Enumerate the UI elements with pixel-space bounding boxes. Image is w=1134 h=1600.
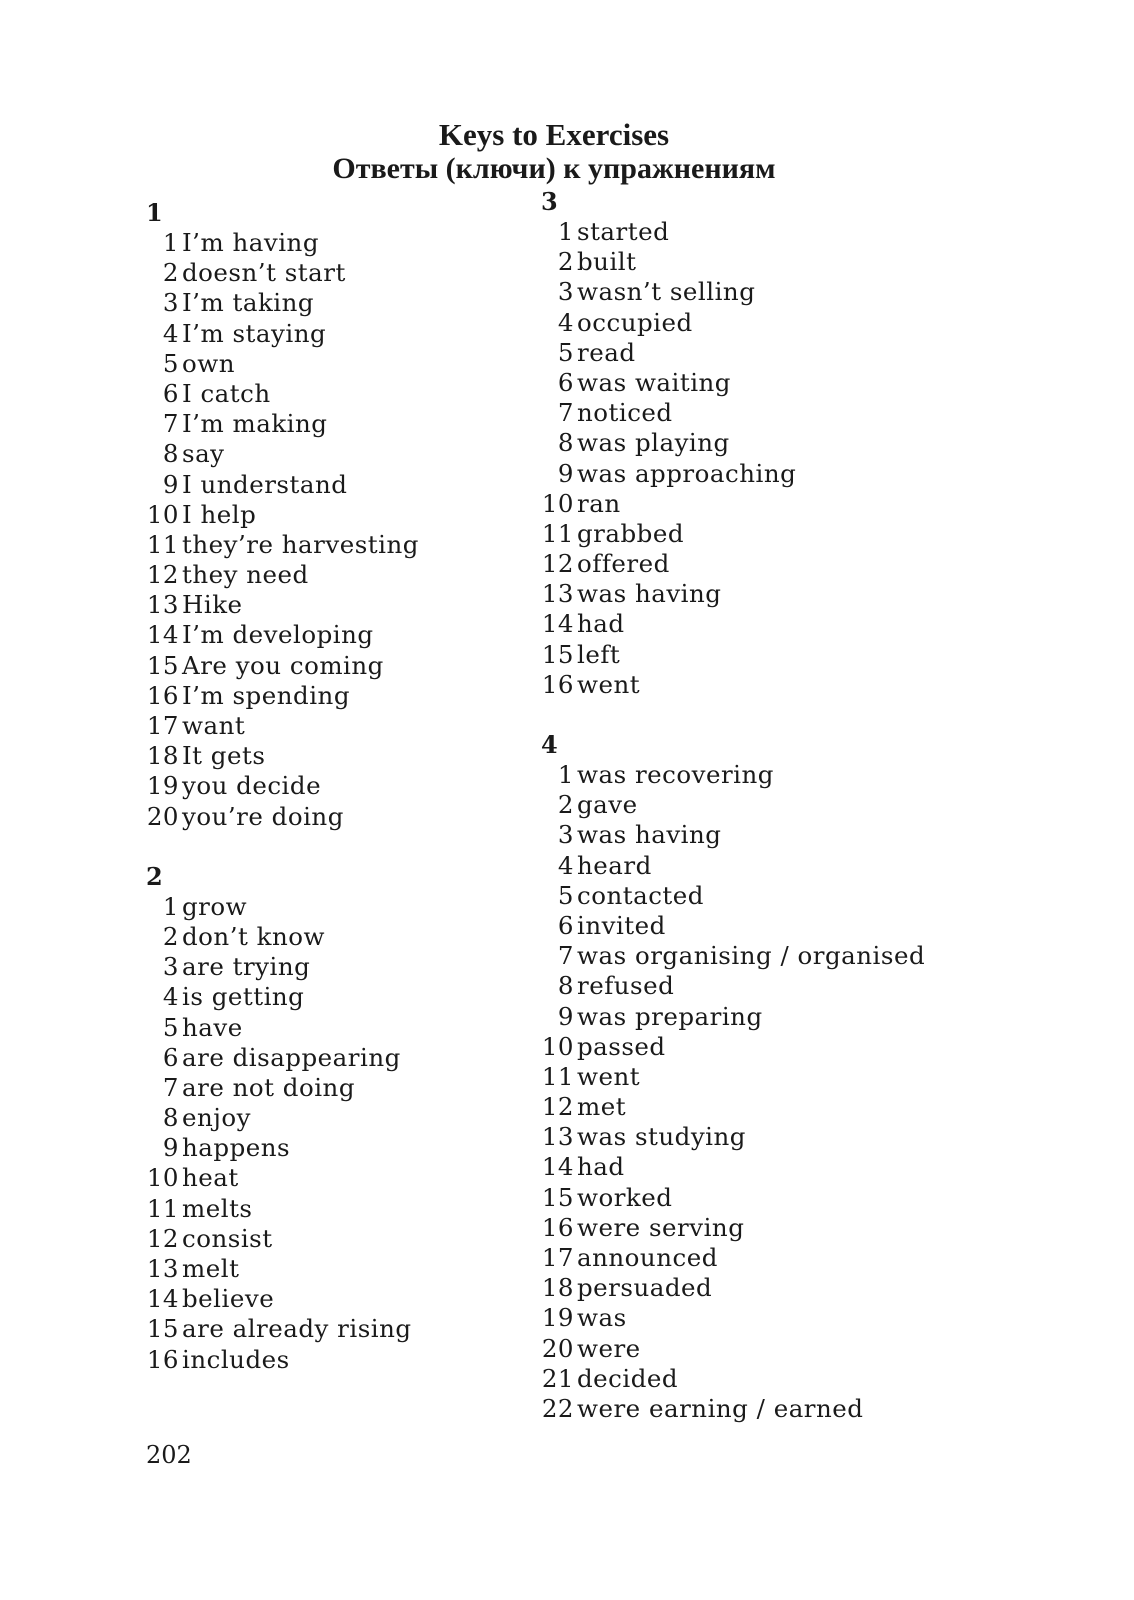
answer-item	[146, 349, 419, 379]
answer-number: 14	[541, 609, 574, 639]
answer-text: melt	[182, 1254, 240, 1283]
answer-number: 16	[146, 1344, 179, 1374]
section-spacer	[541, 700, 925, 730]
answer-text: I’m having	[182, 228, 320, 257]
answer-item	[146, 319, 419, 349]
answer-item	[146, 982, 419, 1012]
answer-item	[541, 640, 925, 670]
answer-item	[146, 530, 419, 560]
answer-item	[146, 1073, 419, 1103]
answer-item	[146, 620, 419, 650]
answer-text: you’re doing	[182, 801, 344, 831]
answer-number: 15	[146, 1314, 179, 1344]
answer-text: Hike	[182, 590, 243, 620]
answer-text: grabbed	[577, 518, 685, 548]
answer-number: 11	[541, 518, 574, 548]
answer-item	[146, 228, 419, 258]
answer-text: don’t know	[182, 921, 325, 951]
answer-item	[146, 1194, 419, 1224]
answer-text: is getting	[182, 982, 305, 1012]
answer-number: 6	[557, 367, 574, 397]
answer-item	[541, 670, 925, 700]
answer-item	[541, 1213, 925, 1243]
answer-item	[146, 1345, 419, 1375]
answer-number: 3	[162, 952, 179, 982]
answer-item	[146, 379, 419, 409]
answer-item	[541, 1122, 925, 1152]
answer-number: 8	[557, 971, 574, 1001]
page-number: 202	[146, 1441, 192, 1469]
answer-number: 3	[557, 277, 574, 307]
answer-text: announced	[577, 1243, 718, 1272]
answer-item	[541, 1062, 925, 1092]
answer-text: they need	[182, 560, 309, 590]
exercise-4-heading: 4	[541, 730, 558, 759]
answer-number: 20	[146, 801, 179, 831]
answer-number: 15	[541, 1182, 574, 1212]
answer-item	[146, 681, 419, 711]
answer-number: 16	[541, 1212, 574, 1242]
answer-text: were	[577, 1333, 641, 1363]
answer-number: 19	[541, 1303, 574, 1333]
answer-item	[541, 247, 925, 277]
answer-text: had	[577, 609, 625, 639]
answer-text: was recovering	[577, 760, 774, 789]
answer-item	[146, 590, 419, 620]
exercise-1-answers	[146, 228, 419, 832]
answer-text: went	[577, 1061, 641, 1091]
answer-number: 7	[557, 941, 574, 971]
answer-text: wasn’t selling	[577, 277, 756, 307]
answer-number: 6	[162, 1042, 179, 1072]
answer-item	[541, 881, 925, 911]
answer-text: went	[577, 669, 641, 699]
answer-text: I understand	[182, 469, 348, 499]
answer-item	[146, 1013, 419, 1043]
exercise-3-section	[541, 187, 925, 700]
answer-text: I’m spending	[182, 680, 351, 710]
answer-number: 6	[557, 910, 574, 940]
answer-number: 13	[146, 1254, 179, 1283]
answer-number: 9	[162, 1133, 179, 1163]
answer-item	[541, 338, 925, 368]
answer-item	[146, 711, 419, 741]
answer-item	[146, 1254, 419, 1284]
answer-number: 13	[541, 1122, 574, 1152]
exercise-2-answers	[146, 892, 419, 1375]
answer-number: 11	[541, 1061, 574, 1091]
exercise-4-answers	[541, 760, 925, 1424]
answer-text: was having	[577, 820, 722, 850]
answer-item	[541, 760, 925, 790]
answer-item	[541, 519, 925, 549]
answer-item	[541, 1092, 925, 1122]
answer-item	[146, 560, 419, 590]
answer-item	[541, 1273, 925, 1303]
answer-item	[541, 368, 925, 398]
answer-text: offered	[577, 549, 670, 579]
answer-text: was organising / organised	[577, 941, 926, 971]
answer-text: you decide	[182, 771, 322, 801]
answer-text: read	[577, 337, 636, 367]
answer-text: decided	[577, 1363, 679, 1393]
answer-text: are trying	[182, 952, 311, 982]
answer-number: 8	[162, 439, 179, 469]
answer-text: noticed	[577, 398, 673, 428]
answer-number: 9	[162, 469, 179, 499]
answer-item	[541, 489, 925, 519]
answer-item	[146, 802, 419, 832]
answer-text: met	[577, 1092, 627, 1122]
answer-item	[146, 922, 419, 952]
answer-number: 6	[162, 378, 179, 408]
answer-item	[541, 217, 925, 247]
answer-text: say	[182, 439, 225, 469]
answer-item	[541, 459, 925, 489]
exercise-2-section	[146, 862, 419, 1375]
answer-number: 3	[162, 288, 179, 318]
exercise-1-section	[146, 198, 419, 832]
answer-number: 12	[146, 1223, 179, 1253]
answer-text: are already rising	[182, 1314, 412, 1344]
answer-text: contacted	[577, 880, 704, 910]
answer-number: 18	[541, 1273, 574, 1303]
answer-number: 10	[541, 1031, 574, 1061]
answer-text: heat	[182, 1163, 239, 1193]
answer-text: were earning / earned	[577, 1393, 864, 1423]
answer-text: heard	[577, 850, 652, 880]
exercise-2-heading: 2	[146, 861, 163, 891]
answer-number: 7	[557, 398, 574, 428]
answer-item	[541, 1152, 925, 1182]
answer-item	[541, 398, 925, 428]
answer-text: It gets	[182, 741, 266, 771]
answer-number: 7	[162, 1072, 179, 1102]
answer-text: own	[182, 348, 236, 378]
answer-text: had	[577, 1152, 625, 1182]
answer-text: want	[182, 711, 246, 740]
answer-text: I help	[182, 499, 257, 529]
answer-item	[541, 941, 925, 971]
answer-text: was having	[577, 579, 722, 609]
answer-item	[146, 1224, 419, 1254]
answer-text: was preparing	[577, 1001, 763, 1031]
answer-number: 16	[541, 669, 574, 699]
answer-text: Are you coming	[182, 650, 384, 680]
answer-number: 12	[541, 549, 574, 579]
answer-item	[146, 651, 419, 681]
answer-item	[146, 288, 419, 318]
answer-item	[146, 952, 419, 982]
answer-text: believe	[182, 1284, 275, 1314]
answer-item	[541, 609, 925, 639]
answer-item	[146, 741, 419, 771]
answer-item	[541, 1334, 925, 1364]
answer-number: 14	[146, 620, 179, 650]
answer-item	[146, 892, 419, 922]
answer-text: melts	[182, 1193, 253, 1223]
answer-number: 1	[557, 760, 574, 789]
answer-number: 5	[557, 337, 574, 367]
answer-item	[541, 1394, 925, 1424]
answer-number: 8	[162, 1103, 179, 1133]
exercise-3-answers	[541, 217, 925, 700]
answer-number: 18	[146, 741, 179, 771]
answer-item	[146, 1133, 419, 1163]
answer-text: was playing	[577, 428, 730, 458]
answer-text: I’m staying	[182, 318, 327, 348]
answer-number: 19	[146, 771, 179, 801]
answer-number: 2	[557, 247, 574, 277]
answer-text: gave	[577, 790, 638, 820]
title-english: Keys to Exercises	[438, 117, 670, 152]
answer-item	[541, 549, 925, 579]
answer-item	[541, 820, 925, 850]
answer-text: persuaded	[577, 1273, 713, 1303]
answer-text: worked	[577, 1182, 673, 1212]
answer-number: 5	[557, 880, 574, 910]
answer-number: 15	[146, 650, 179, 680]
answer-number: 3	[557, 820, 574, 850]
title-russian: Ответы (ключи) к упражнениям	[332, 152, 776, 185]
answer-number: 4	[557, 307, 574, 337]
answer-number: 2	[162, 258, 179, 288]
answer-text: left	[577, 639, 621, 669]
answer-number: 2	[557, 790, 574, 820]
answer-item	[146, 1314, 419, 1344]
answer-item	[541, 1032, 925, 1062]
answer-item	[541, 1303, 925, 1333]
answer-number: 9	[557, 458, 574, 488]
exercise-1-heading: 1	[146, 198, 163, 227]
answer-text: enjoy	[182, 1103, 251, 1133]
answer-item	[146, 439, 419, 469]
answer-text: started	[577, 217, 670, 246]
answer-number: 20	[541, 1333, 574, 1363]
answer-text: have	[182, 1012, 243, 1042]
answer-number: 14	[541, 1152, 574, 1182]
answer-number: 1	[162, 891, 179, 921]
answer-text: are disappearing	[182, 1042, 401, 1072]
answer-item	[146, 409, 419, 439]
answer-number: 2	[162, 921, 179, 951]
answer-text: grow	[182, 891, 248, 921]
answer-item	[541, 308, 925, 338]
exercise-4-section	[541, 730, 925, 1424]
answer-number: 5	[162, 348, 179, 378]
answer-number: 12	[146, 560, 179, 590]
answer-item	[541, 1243, 925, 1273]
answer-number: 14	[146, 1284, 179, 1314]
right-column	[541, 187, 925, 1424]
answer-text: consist	[182, 1223, 273, 1253]
answer-item	[146, 1103, 419, 1133]
section-spacer	[146, 832, 419, 862]
answer-number: 5	[162, 1012, 179, 1042]
answer-number: 12	[541, 1092, 574, 1122]
answer-text: ran	[577, 488, 621, 518]
answer-item	[541, 911, 925, 941]
exercise-3-heading: 3	[541, 187, 558, 216]
answer-text: are not doing	[182, 1072, 355, 1102]
answer-number: 13	[146, 590, 179, 620]
answer-item	[541, 579, 925, 609]
answer-text: occupied	[577, 307, 693, 337]
answer-number: 22	[541, 1393, 574, 1423]
answer-item	[541, 1002, 925, 1032]
answer-item	[146, 1284, 419, 1314]
answer-text: were serving	[577, 1212, 745, 1242]
answer-text: I’m developing	[182, 620, 374, 650]
answer-item	[146, 1043, 419, 1073]
answer-text: was studying	[577, 1122, 746, 1152]
answer-number: 9	[557, 1001, 574, 1031]
answer-item	[541, 790, 925, 820]
answer-number: 4	[162, 982, 179, 1012]
answer-text: includes	[182, 1344, 290, 1374]
answer-text: I’m taking	[182, 288, 315, 318]
answer-item	[146, 470, 419, 500]
answer-number: 13	[541, 579, 574, 609]
answer-text: passed	[577, 1031, 666, 1061]
answer-text: built	[577, 247, 637, 277]
answer-item	[146, 771, 419, 801]
answer-number: 1	[162, 228, 179, 257]
answer-text: doesn’t start	[182, 258, 346, 288]
answer-number: 15	[541, 639, 574, 669]
answer-number: 4	[557, 850, 574, 880]
answer-number: 17	[541, 1243, 574, 1272]
answer-text: invited	[577, 910, 666, 940]
answer-item	[541, 428, 925, 458]
answer-number: 8	[557, 428, 574, 458]
answer-number: 4	[162, 318, 179, 348]
answer-item	[146, 1163, 419, 1193]
answer-number: 11	[146, 1193, 179, 1223]
answer-item	[146, 500, 419, 530]
answer-number: 11	[146, 529, 179, 559]
answer-text: I catch	[182, 378, 271, 408]
answer-item	[541, 277, 925, 307]
answer-number: 10	[146, 1163, 179, 1193]
answer-item	[541, 1364, 925, 1394]
answer-text: was	[577, 1303, 627, 1333]
answer-item	[541, 851, 925, 881]
page-title-block	[0, 118, 1108, 186]
answer-number: 10	[146, 499, 179, 529]
answer-text: refused	[577, 971, 675, 1001]
answer-text: they’re harvesting	[182, 529, 419, 559]
answer-item	[541, 1183, 925, 1213]
answer-number: 1	[557, 217, 574, 246]
answer-number: 17	[146, 711, 179, 740]
answer-text: happens	[182, 1133, 291, 1163]
left-column	[146, 198, 419, 1375]
answer-text: I’m making	[182, 409, 328, 439]
answer-number: 21	[541, 1363, 574, 1393]
answer-text: was waiting	[577, 367, 731, 397]
answer-item	[541, 971, 925, 1001]
answer-number: 7	[162, 409, 179, 439]
answer-item	[146, 258, 419, 288]
answer-number: 10	[541, 488, 574, 518]
answer-number: 16	[146, 680, 179, 710]
answer-text: was approaching	[577, 458, 797, 488]
